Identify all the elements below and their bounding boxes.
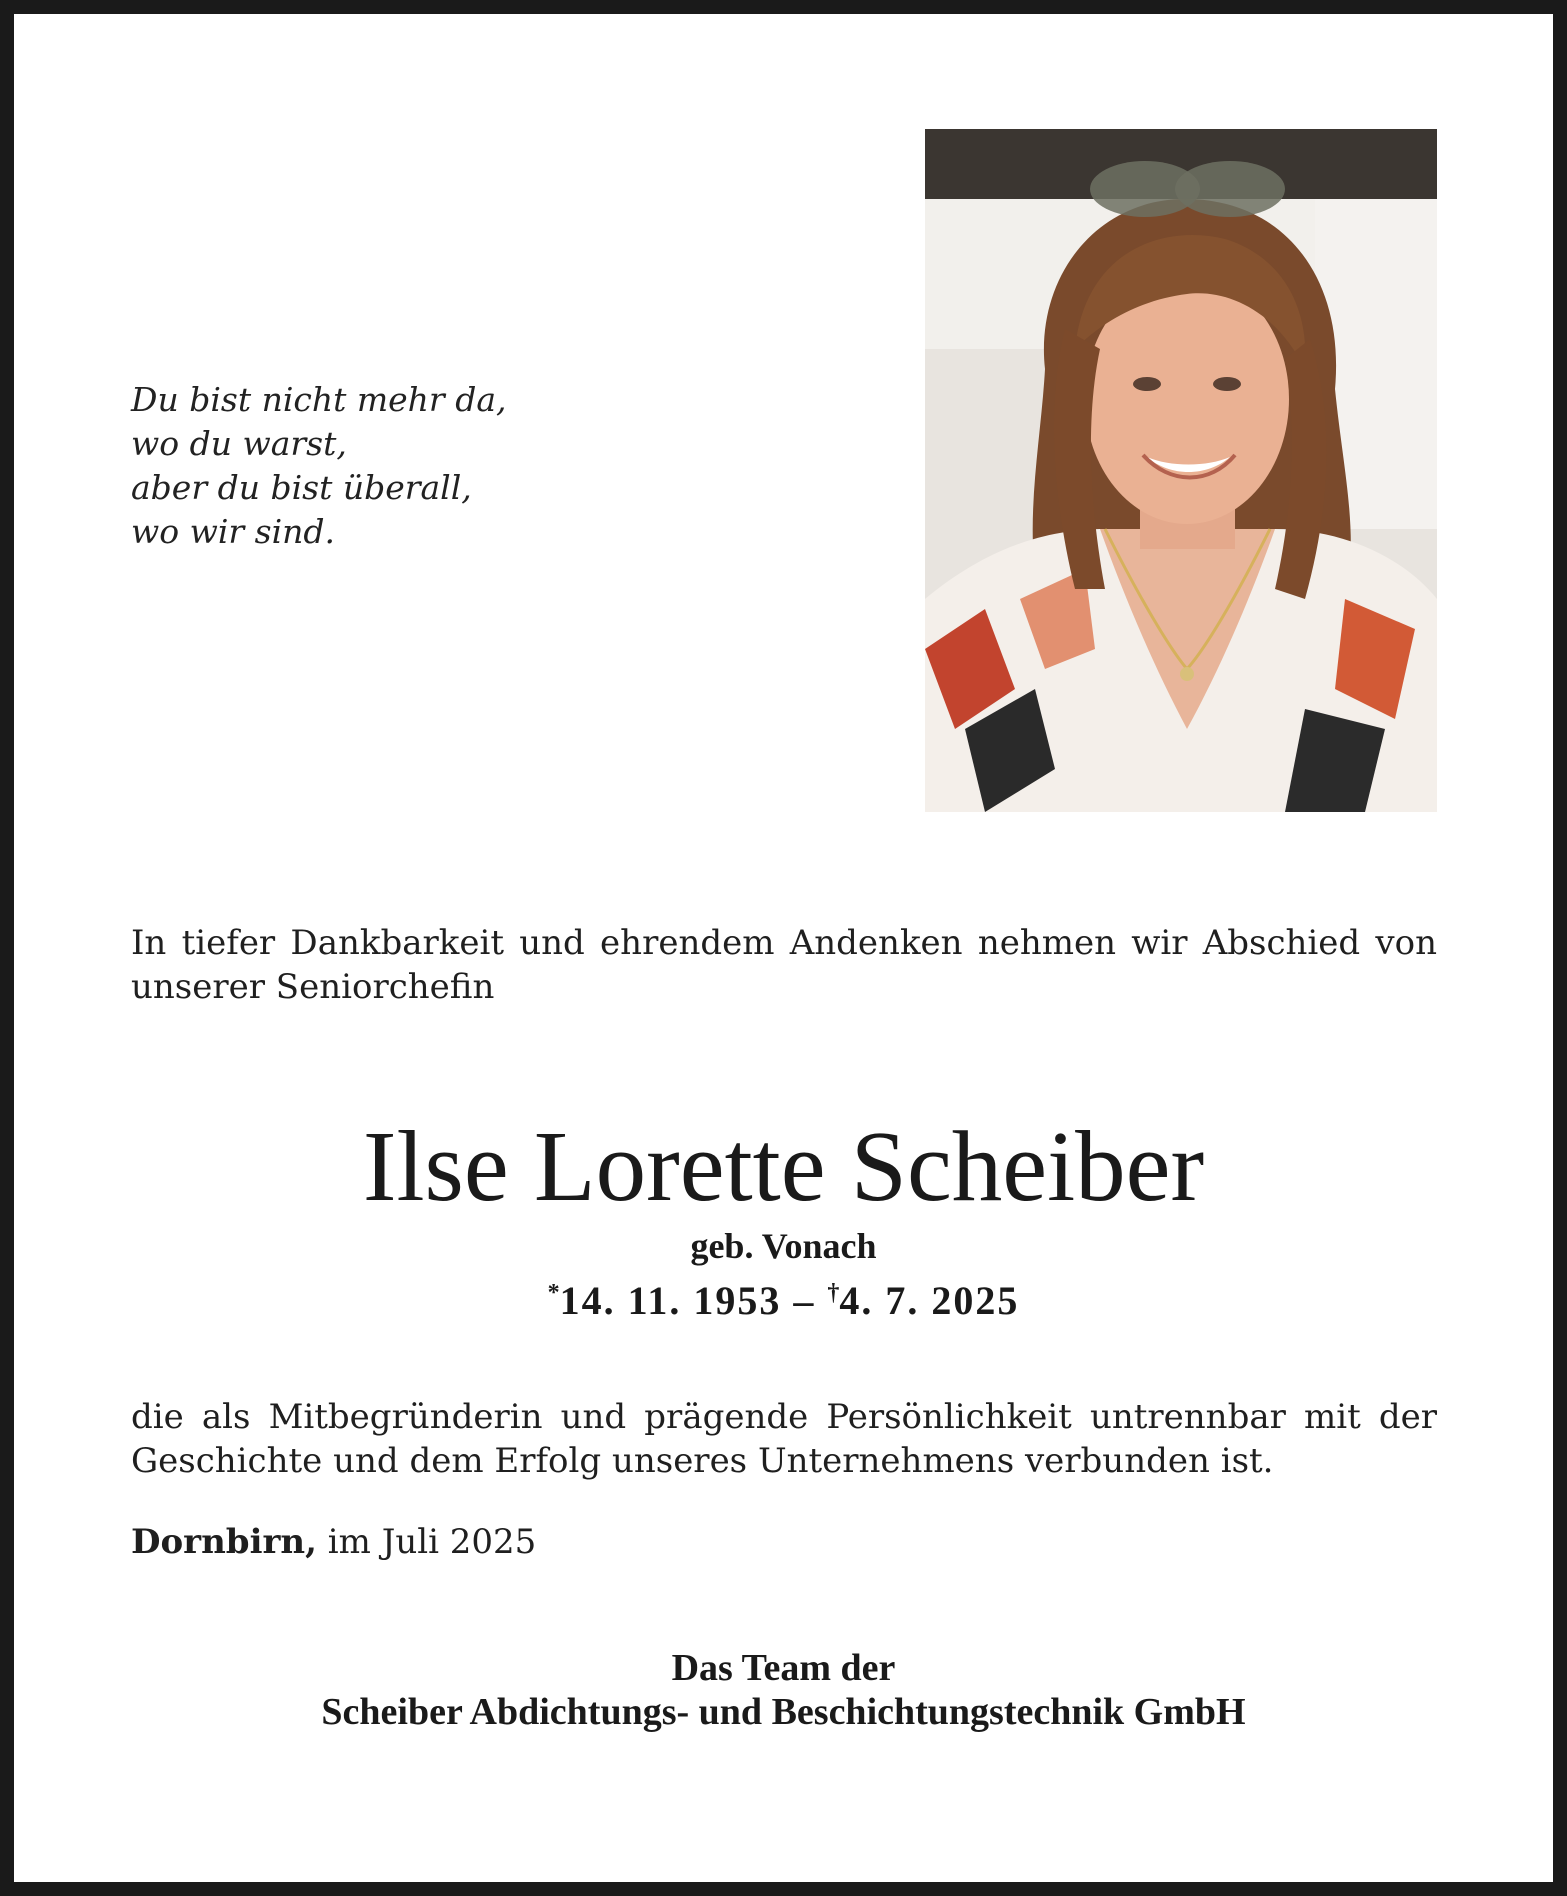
- place-date: im Juli 2025: [316, 1522, 537, 1562]
- place-city: Dornbirn,: [131, 1522, 317, 1562]
- birth-name: geb. Vonach: [690, 1226, 877, 1266]
- description-text: die als Mitbegründerin und prägende Persönlichkeit untrennbar mit der Geschichte und dem Erfolg unseres Unternehmens verbunden ist.: [131, 1397, 1437, 1481]
- portrait-photo: [925, 129, 1437, 812]
- life-dates: [0, 1270, 1567, 1324]
- place-and-date: [131, 1520, 1031, 1564]
- poem-line: Du bist nicht mehr da,: [131, 380, 507, 419]
- poem-line: aber du bist überall,: [131, 468, 472, 507]
- deceased-name: Ilse Lorette Scheiber: [362, 1110, 1205, 1222]
- birth-date: 14. 11. 1953: [559, 1278, 782, 1323]
- death-date: 4. 7. 2025: [839, 1278, 1020, 1323]
- signature-line-1: Das Team der: [671, 1647, 896, 1689]
- signature-company: Scheiber Abdichtungs- und Beschichtungstechnik GmbH: [321, 1691, 1246, 1733]
- poem-line: wo du warst,: [131, 424, 347, 463]
- portrait-photo-icon: [925, 129, 1437, 812]
- poem: [131, 378, 651, 554]
- death-symbol: †: [827, 1280, 840, 1306]
- date-separator: –: [781, 1278, 828, 1323]
- intro-text: In tiefer Dankbarkeit und ehrendem Andenken nehmen wir Abschied von unserer Seniorchefin: [131, 923, 1437, 1007]
- birth-symbol: *: [547, 1280, 560, 1306]
- poem-line: wo wir sind.: [131, 512, 336, 551]
